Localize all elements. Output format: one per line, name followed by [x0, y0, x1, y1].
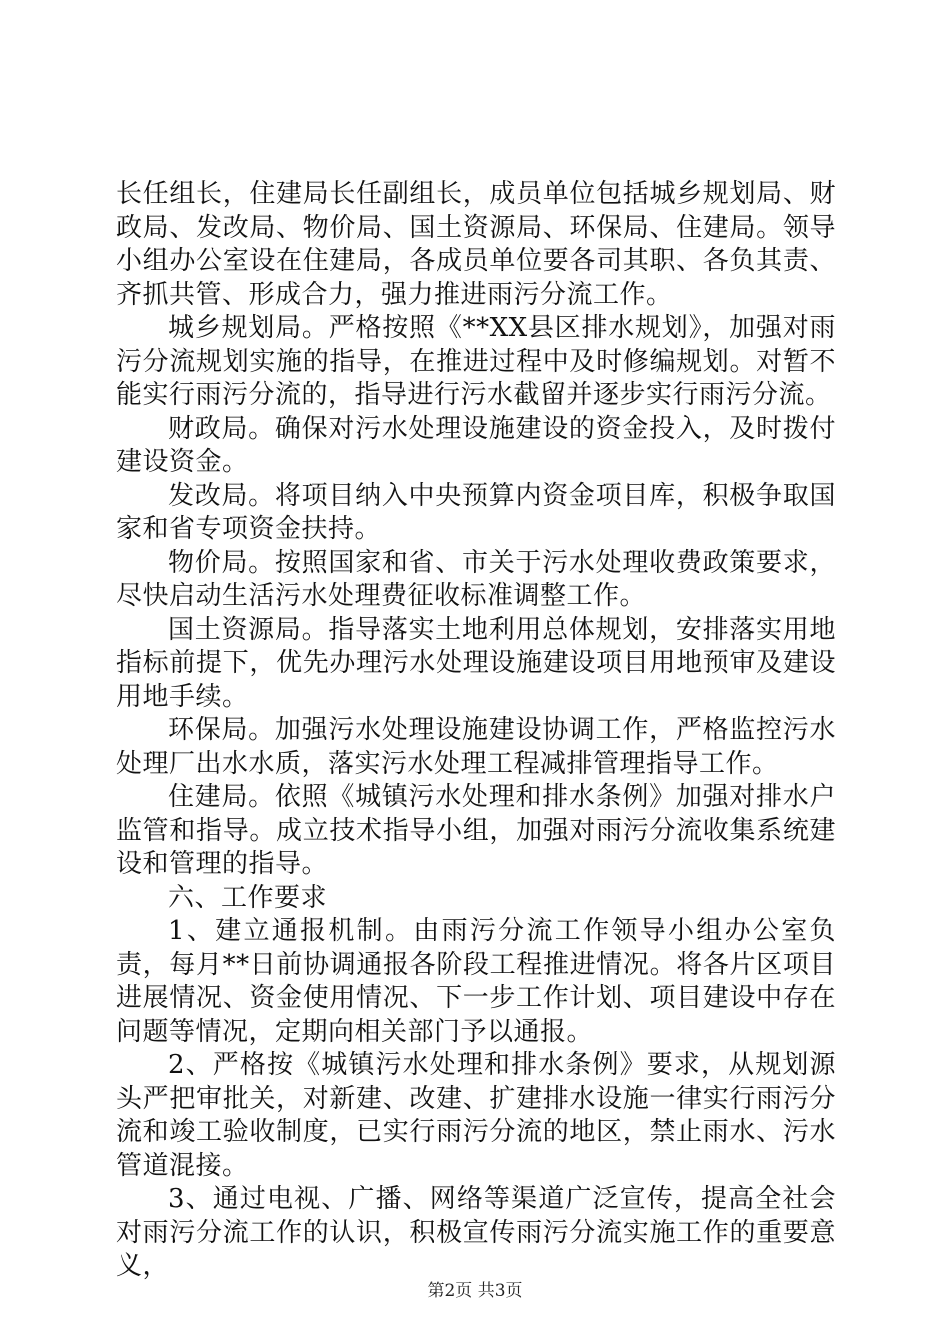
page-number-footer: 第2页 共3页 [427, 1281, 523, 1301]
section-heading-work-requirements: 六、工作要求 [168, 882, 328, 913]
paragraph-price-bureau: 物价局。按照国家和省、市关于污水处理收费政策要求，尽快启动生活污水处理费征收标准调整工作。 [116, 547, 836, 611]
paragraph-requirement-3: 3、通过电视、广播、网络等渠道广泛宣传，提高全社会对雨污分流工作的认识，积极宣传雨污分流实施工作的重要意义， [116, 1184, 836, 1281]
paragraph-housing-bureau: 住建局。依照《城镇污水处理和排水条例》加强对排水户监管和指导。成立技术指导小组，加强对雨污分流收集系统建设和管理的指导。 [116, 782, 836, 879]
paragraph-planning-bureau: 城乡规划局。严格按照《**XX县区排水规划》，加强对雨污分流规划实施的指导，在推进过程中及时修编规划。对暂不能实行雨污分流的，指导进行污水截留并逐步实行雨污分流。 [116, 313, 836, 410]
paragraph-requirement-1: 1、建立通报机制。由雨污分流工作领导小组办公室负责，每月**日前协调通报各阶段工程推进情况。将各片区项目进展情况、资金使用情况、下一步工作计划、项目建设中存在问题等情况，定期向相关部门予以通报。 [116, 916, 836, 1047]
paragraph-environment-bureau: 环保局。加强污水处理设施建设协调工作，严格监控污水处理厂出水水质，落实污水处理工程减排管理指导工作。 [116, 715, 836, 779]
paragraph-development-bureau: 发改局。将项目纳入中央预算内资金项目库，积极争取国家和省专项资金扶持。 [116, 480, 836, 544]
paragraph-land-resources-bureau: 国土资源局。指导落实土地利用总体规划，安排落实用地指标前提下，优先办理污水处理设施建设项目用地预审及建设用地手续。 [116, 614, 836, 712]
paragraph-finance-bureau: 财政局。确保对污水处理设施建设的资金投入，及时拨付建设资金。 [116, 413, 836, 477]
document-body [116, 178, 836, 1284]
paragraph-leading-group-members: 长任组长，住建局长任副组长，成员单位包括城乡规划局、财政局、发改局、物价局、国土资源局、环保局、住建局。领导小组办公室设在住建局，各成员单位要各司其职、各负其责、齐抓共管、形成合力，强力推进雨污分流工作。 [116, 179, 836, 310]
paragraph-requirement-2: 2、严格按《城镇污水处理和排水条例》要求，从规划源头严把审批关，对新建、改建、扩建排水设施一律实行雨污分流和竣工验收制度，已实行雨污分流的地区，禁止雨水、污水管道混接。 [116, 1050, 836, 1181]
